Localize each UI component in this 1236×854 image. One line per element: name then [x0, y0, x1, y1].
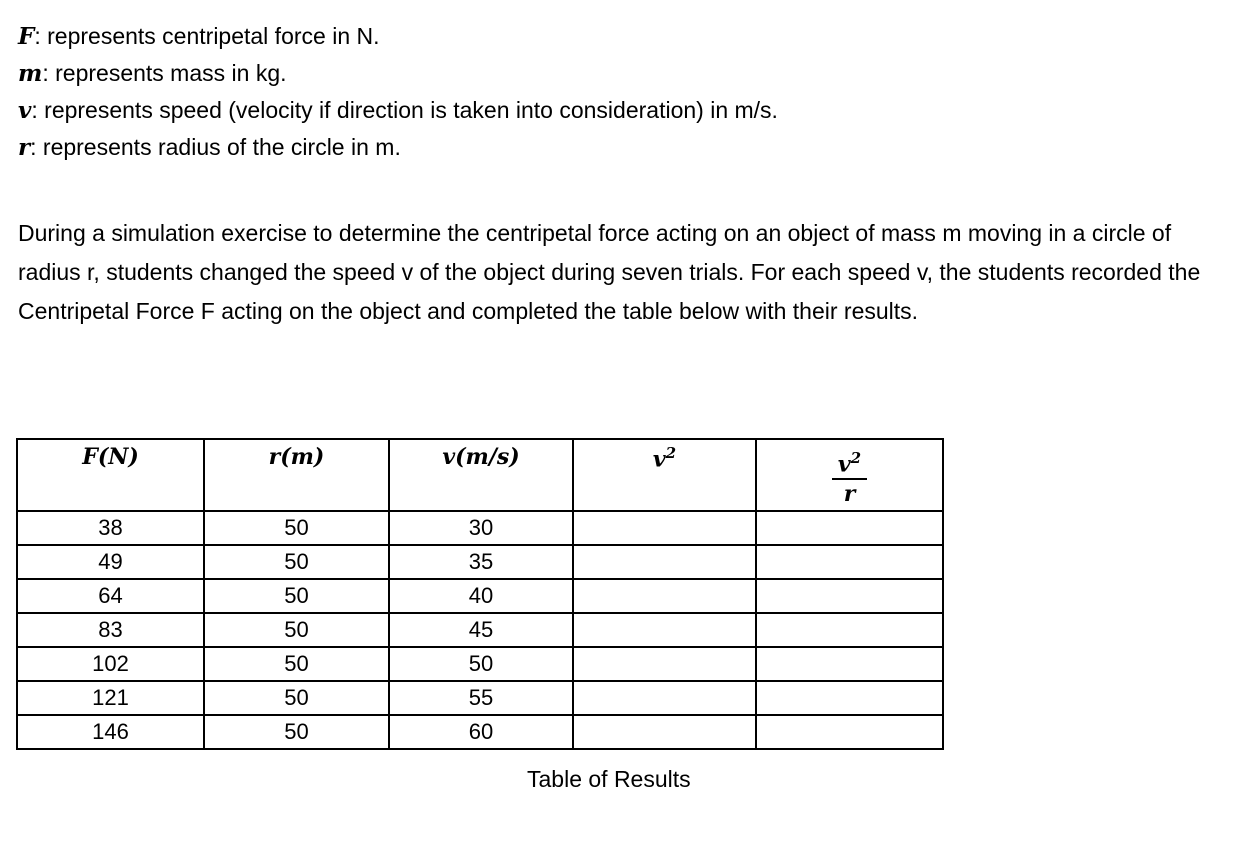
definition-radius [18, 129, 778, 166]
fraction-numerator [832, 444, 867, 480]
definition-text: : represents mass in kg. [42, 60, 287, 86]
cell-speed-squared [573, 681, 756, 715]
definition-mass [18, 55, 778, 92]
header-v2-exponent: 2 [665, 444, 677, 462]
cell-speed-squared [573, 715, 756, 749]
cell-speed-squared-over-radius [756, 511, 943, 545]
cell-speed-squared [573, 613, 756, 647]
cell-force: 38 [17, 511, 204, 545]
table-row [17, 545, 943, 579]
cell-speed-squared [573, 545, 756, 579]
cell-radius: 50 [204, 647, 389, 681]
symbol-r: r [18, 134, 31, 161]
header-force: F(N) [17, 439, 204, 511]
definition-force [18, 18, 778, 55]
symbol-v: v [18, 97, 32, 124]
cell-force: 102 [17, 647, 204, 681]
cell-speed-squared-over-radius [756, 715, 943, 749]
cell-speed: 55 [389, 681, 573, 715]
header-vr-exponent: 2 [850, 449, 862, 467]
cell-force: 49 [17, 545, 204, 579]
cell-speed: 30 [389, 511, 573, 545]
cell-radius: 50 [204, 511, 389, 545]
table-header-row [17, 439, 943, 511]
fraction [832, 444, 867, 508]
cell-speed-squared [573, 511, 756, 545]
cell-speed: 45 [389, 613, 573, 647]
cell-speed-squared-over-radius [756, 681, 943, 715]
cell-speed: 50 [389, 647, 573, 681]
cell-speed-squared-over-radius [756, 579, 943, 613]
header-vr-base: v [837, 451, 851, 478]
table-row [17, 715, 943, 749]
cell-radius: 50 [204, 613, 389, 647]
results-table [16, 438, 944, 750]
table-row [17, 511, 943, 545]
cell-speed: 40 [389, 579, 573, 613]
header-speed-squared [573, 439, 756, 511]
cell-speed: 35 [389, 545, 573, 579]
fraction-denominator: r [843, 481, 856, 508]
symbol-m: m [18, 60, 43, 87]
definition-text: : represents centripetal force in N. [34, 23, 380, 49]
table-row [17, 681, 943, 715]
header-speed-squared-over-radius [756, 439, 943, 511]
cell-radius: 50 [204, 579, 389, 613]
cell-speed-squared-over-radius [756, 545, 943, 579]
cell-speed-squared-over-radius [756, 647, 943, 681]
cell-speed-squared-over-radius [756, 613, 943, 647]
cell-force: 64 [17, 579, 204, 613]
definitions-list [18, 18, 778, 166]
definition-speed [18, 92, 778, 129]
table-row [17, 579, 943, 613]
cell-speed-squared [573, 579, 756, 613]
header-radius: r(m) [204, 439, 389, 511]
problem-paragraph: During a simulation exercise to determine the centripetal force acting on an object of mass m moving in a circle of radius r, students changed the speed v of the object during seven trials. For each speed v, the students recorded the Centripetal Force F acting on the object and completed the table below with their results. [18, 220, 1201, 324]
cell-radius: 50 [204, 715, 389, 749]
cell-radius: 50 [204, 681, 389, 715]
definition-text: : represents radius of the circle in m. [30, 134, 401, 160]
cell-force: 121 [17, 681, 204, 715]
cell-force: 83 [17, 613, 204, 647]
table-caption: Table of Results [527, 766, 691, 792]
definition-text: : represents speed (velocity if direction is taken into consideration) in m/s. [31, 97, 778, 123]
symbol-f: F [18, 23, 35, 50]
table-row [17, 647, 943, 681]
header-v2-base: v [652, 446, 666, 473]
cell-force: 146 [17, 715, 204, 749]
cell-radius: 50 [204, 545, 389, 579]
header-speed: v(m/s) [389, 439, 573, 511]
table-row [17, 613, 943, 647]
cell-speed: 60 [389, 715, 573, 749]
cell-speed-squared [573, 647, 756, 681]
